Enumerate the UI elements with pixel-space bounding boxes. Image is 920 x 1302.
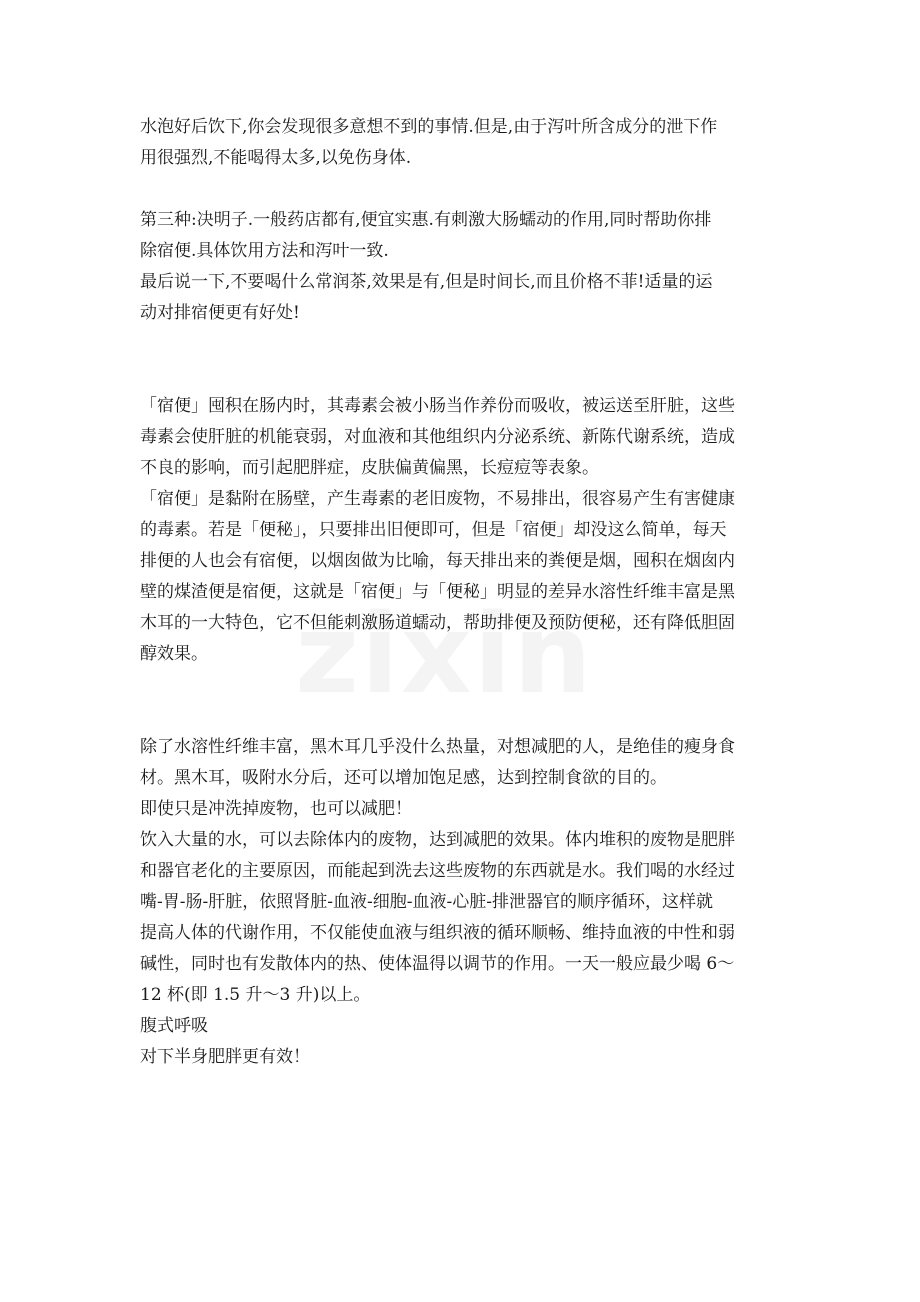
text-line: 对下半身肥胖更有效！	[140, 1047, 310, 1067]
heading-lower-body	[140, 1042, 782, 1073]
paragraph-gap	[140, 329, 782, 360]
paragraph-gap	[140, 174, 782, 205]
text-line: 壁的煤渣便是宿便，这就是「宿便」与「便秘」明显的差异水溶性纤维丰富是黑	[140, 582, 735, 602]
text-line: 腹式呼吸	[140, 1016, 208, 1036]
text-line: 材。黑木耳，吸附水分后，还可以增加饱足感，达到控制食欲的目的。	[140, 768, 667, 788]
text-line: 排便的人也会有宿便，以烟囱做为比喻，每天排出来的粪便是烟，囤积在烟囱内	[140, 551, 735, 571]
text-line: 动对排宿便更有好处!	[140, 303, 300, 323]
paragraph-gap	[140, 701, 782, 732]
paragraph-stool-definition	[140, 484, 782, 670]
text-line: 用很强烈,不能喝得太多,以免伤身体.	[140, 148, 412, 168]
text-line: 木耳的一大特色，它不但能刺激肠道蠕动，帮助排便及预防便秘，还有降低胆固	[140, 613, 735, 633]
text-line: 醇效果。	[140, 644, 208, 664]
heading-abdominal-breathing	[140, 1011, 782, 1042]
paragraph-final-note	[140, 267, 782, 329]
text-line: 嘴-胃-肠-肝脏，依照肾脏-血液-细胞-血液-心脏-排泄器官的顺序循环，这样就	[140, 892, 713, 912]
heading-rinse-waste	[140, 794, 782, 825]
text-line: 不良的影响，而引起肥胖症，皮肤偏黄偏黑，长痘痘等表象。	[140, 458, 599, 478]
paragraph-stool-toxins	[140, 391, 782, 484]
text-line: 饮入大量的水，可以去除体内的废物，达到减肥的效果。体内堆积的废物是肥胖	[140, 830, 735, 850]
text-line: 和器官老化的主要原因，而能起到洗去这些废物的东西就是水。我们喝的水经过	[140, 861, 735, 881]
document-body	[140, 112, 782, 1073]
text-line: 碱性，同时也有发散体内的热、使体温得以调节的作用。一天一般应最少喝 6～	[140, 954, 735, 974]
paragraph-black-fungus	[140, 732, 782, 794]
paragraph-senna-tea	[140, 112, 782, 174]
text-line: 提高人体的代谢作用，不仅能使血液与组织液的循环顺畅、维持血液的中性和弱	[140, 923, 735, 943]
paragraph-gap	[140, 670, 782, 701]
text-line: 的毒素。若是「便秘」，只要排出旧便即可，但是「宿便」却没这么简单，每天	[140, 520, 727, 540]
text-line: 毒素会使肝脏的机能衰弱，对血液和其他组织内分泌系统、新陈代谢系统，造成	[140, 427, 735, 447]
text-line: 12 杯(即 1.5 升～3 升)以上。	[140, 985, 371, 1005]
paragraph-gap	[140, 360, 782, 391]
text-line: 最后说一下,不要喝什么常润茶,效果是有,但是时间长,而且价格不菲!适量的运	[140, 272, 713, 292]
text-line: 除了水溶性纤维丰富，黑木耳几乎没什么热量，对想减肥的人，是绝佳的瘦身食	[140, 737, 735, 757]
paragraph-drink-water	[140, 825, 782, 1011]
text-line: 「宿便」囤积在肠内时，其毒素会被小肠当作养份而吸收，被运送至肝脏，这些	[140, 396, 735, 416]
text-line: 水泡好后饮下,你会发现很多意想不到的事情.但是,由于泻叶所含成分的泄下作	[140, 117, 718, 137]
text-line: 「宿便」是黏附在肠壁，产生毒素的老旧废物，不易排出，很容易产生有害健康	[140, 489, 735, 509]
paragraph-cassia-seed	[140, 205, 782, 267]
text-line: 第三种:决明子.一般药店都有,便宜实惠.有刺激大肠蠕动的作用,同时帮助你排	[140, 210, 712, 230]
text-line: 即使只是冲洗掉废物，也可以减肥！	[140, 799, 412, 819]
text-line: 除宿便.具体饮用方法和泻叶一致.	[140, 241, 389, 261]
